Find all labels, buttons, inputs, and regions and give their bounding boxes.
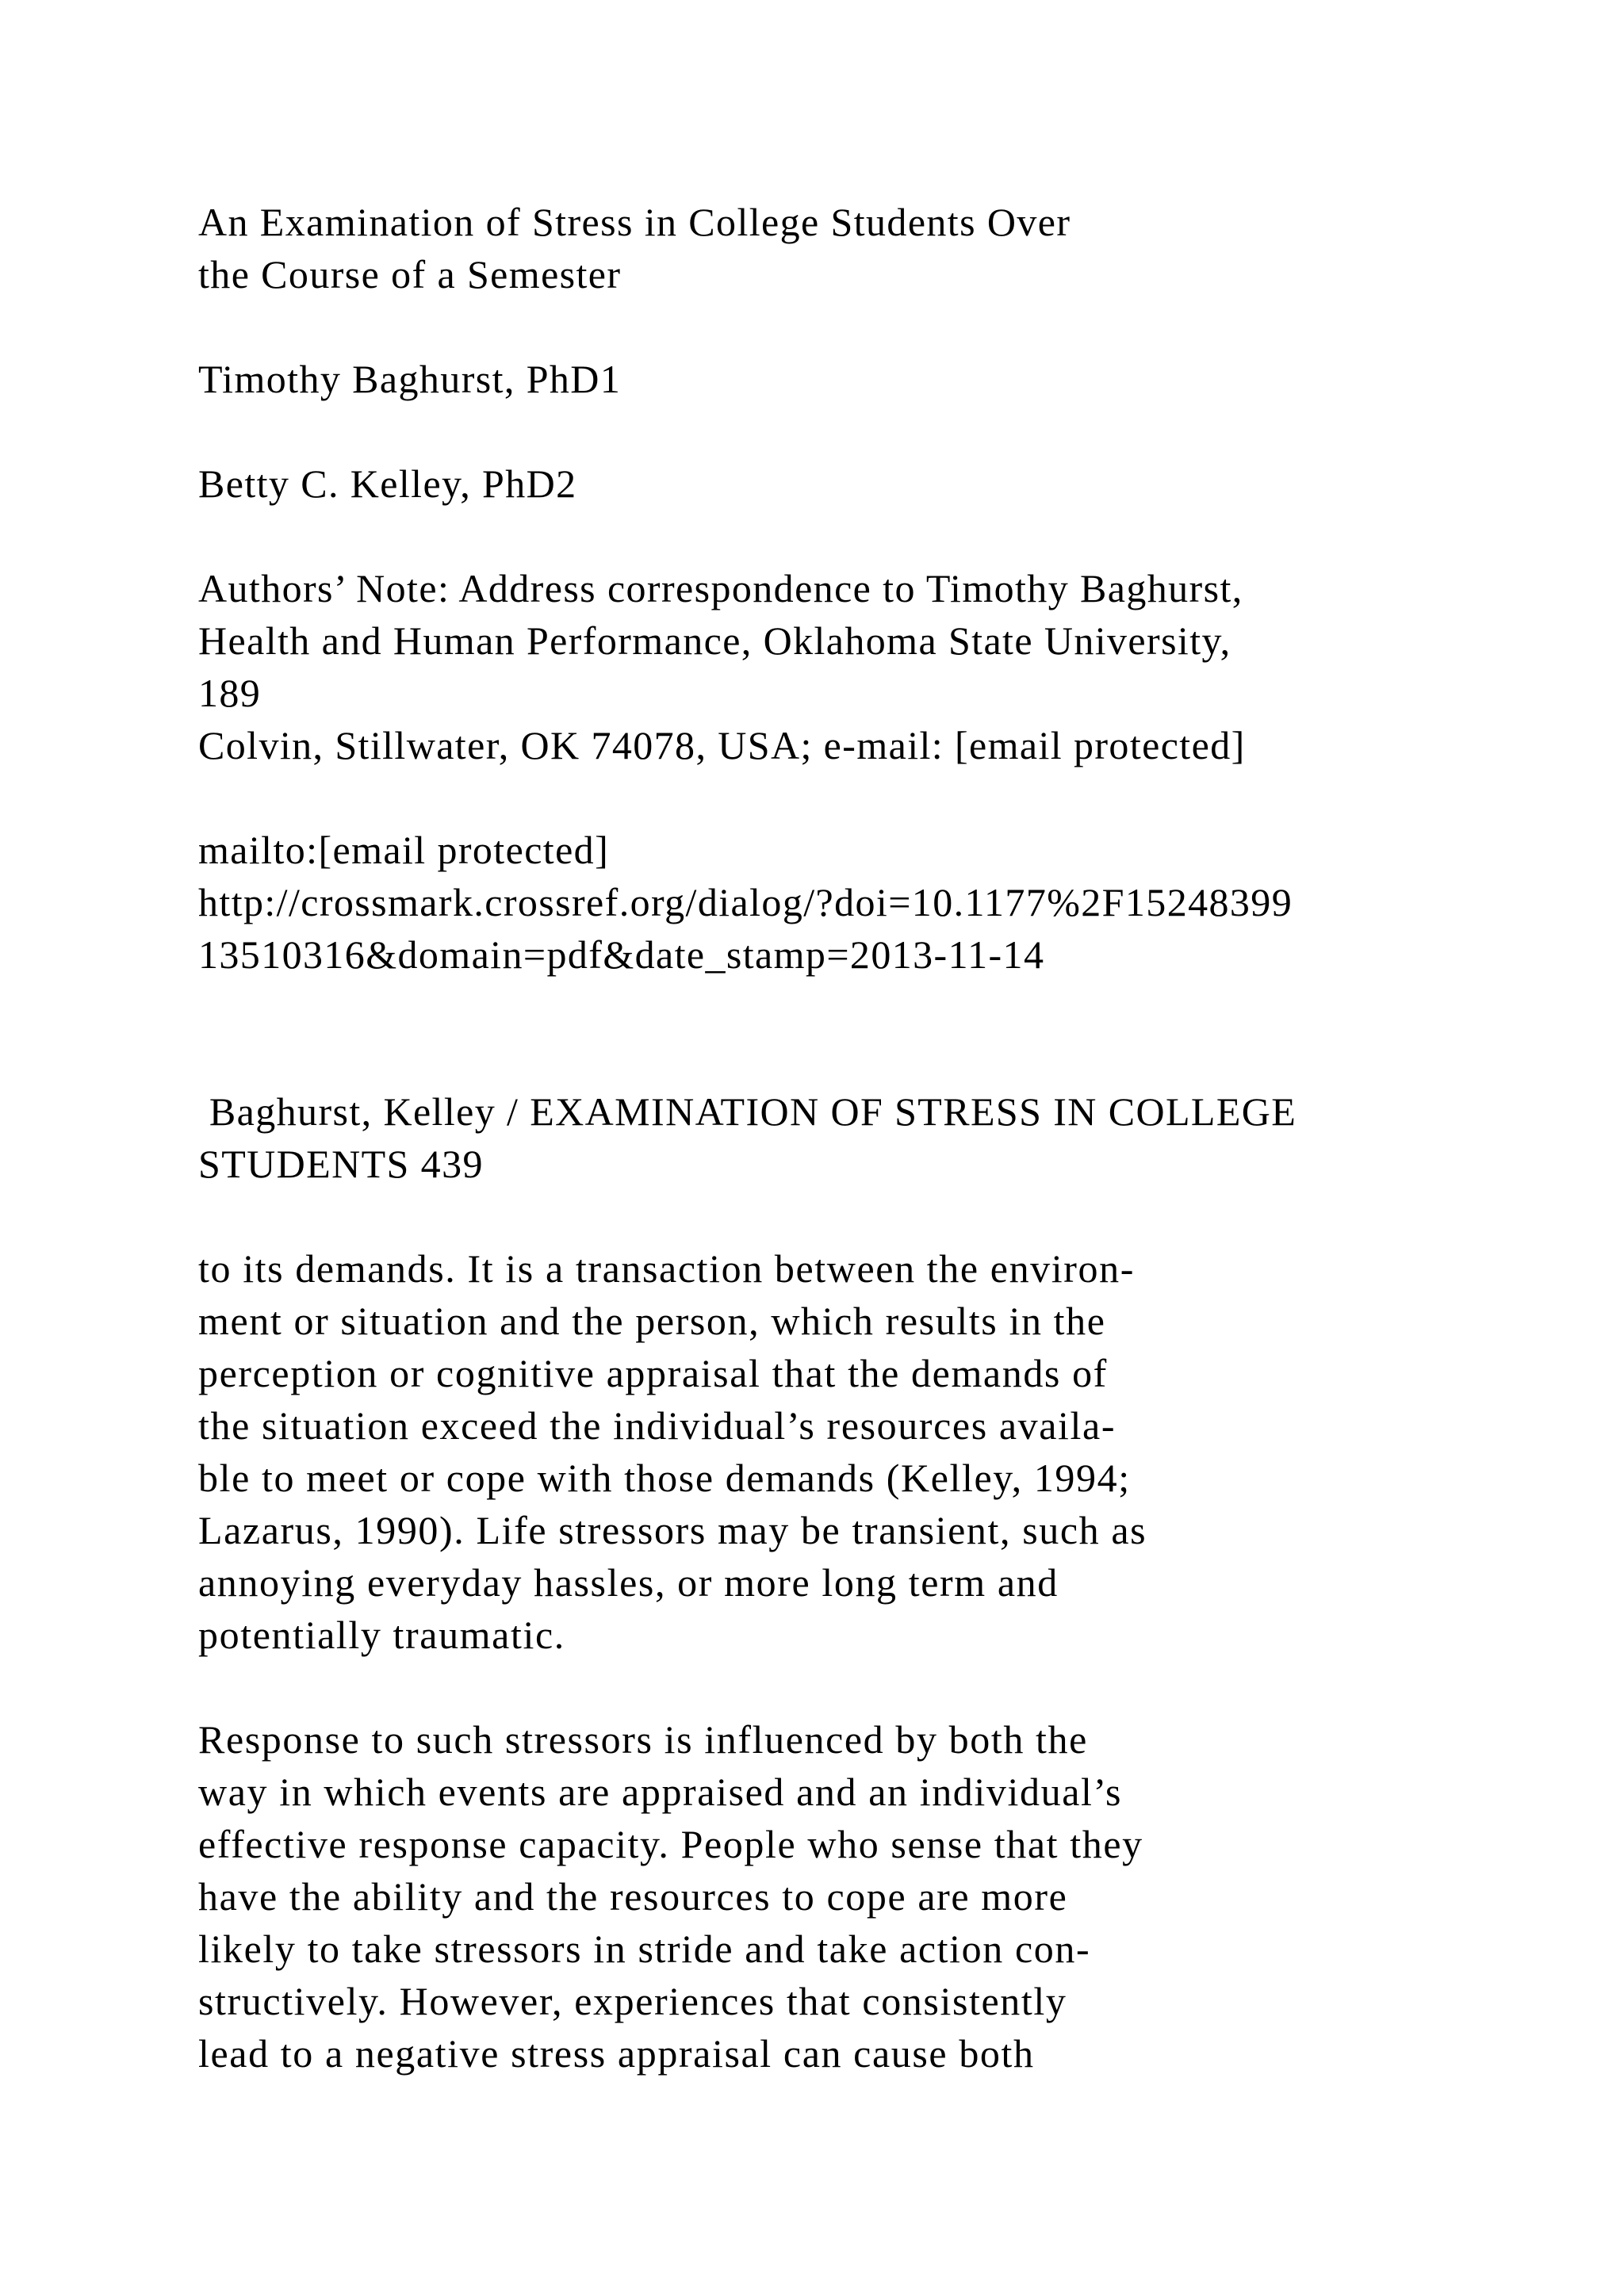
mailto-link[interactable]: mailto:[email protected] <box>198 828 610 872</box>
paragraph-1-line-8: potentially traumatic. <box>198 1613 565 1657</box>
paragraph-2-line-4: have the ability and the resources to cope are more <box>198 1874 1068 1919</box>
running-header-line-2: STUDENTS 439 <box>198 1142 484 1186</box>
paragraph-1-line-6: Lazarus, 1990). Life stressors may be transient, such as <box>198 1508 1147 1552</box>
paragraph-2-line-5: likely to take stressors in stride and take action con- <box>198 1927 1091 1971</box>
paragraph-2-line-2: way in which events are appraised and an individual’s <box>198 1770 1123 1814</box>
paragraph-1-line-5: ble to meet or cope with those demands (Kelley, 1994; <box>198 1456 1131 1500</box>
title-line-2: the Course of a Semester <box>198 252 622 297</box>
paragraph-1-line-4: the situation exceed the individual’s resources availa- <box>198 1403 1116 1448</box>
authors-note-line-2: Health and Human Performance, Oklahoma State University, <box>198 618 1231 663</box>
crossmark-link-line-1[interactable]: http://crossmark.crossref.org/dialog/?doi=10.1177%2F15248399 <box>198 880 1293 924</box>
authors-note-line-1: Authors’ Note: Address correspondence to Timothy Baghurst, <box>198 566 1243 610</box>
paragraph-2-line-7: lead to a negative stress appraisal can cause both <box>198 2031 1035 2076</box>
paragraph-1-line-1: to its demands. It is a transaction between the environ- <box>198 1246 1135 1291</box>
authors-note-line-3: 189 <box>198 671 262 715</box>
paragraph-1-line-7: annoying everyday hassles, or more long term and <box>198 1560 1059 1605</box>
crossmark-link-line-2[interactable]: 13510316&domain=pdf&date_stamp=2013-11-14 <box>198 932 1045 977</box>
author-1: Timothy Baghurst, PhD1 <box>198 357 622 401</box>
running-header-line-1: Baghurst, Kelley / EXAMINATION OF STRESS IN COLLEGE <box>198 1089 1297 1134</box>
paragraph-1-line-3: perception or cognitive appraisal that the demands of <box>198 1351 1108 1395</box>
authors-note-line-4: Colvin, Stillwater, OK 74078, USA; e-mail: [email protected] <box>198 723 1246 767</box>
author-2: Betty C. Kelley, PhD2 <box>198 461 577 506</box>
paragraph-2-line-3: effective response capacity. People who sense that they <box>198 1822 1143 1866</box>
paragraph-2-line-6: structively. However, experiences that consistently <box>198 1979 1067 2023</box>
paragraph-1-line-2: ment or situation and the person, which results in the <box>198 1299 1106 1343</box>
title-line-1: An Examination of Stress in College Students Over <box>198 200 1071 244</box>
paragraph-2-line-1: Response to such stressors is influenced by both the <box>198 1717 1088 1762</box>
